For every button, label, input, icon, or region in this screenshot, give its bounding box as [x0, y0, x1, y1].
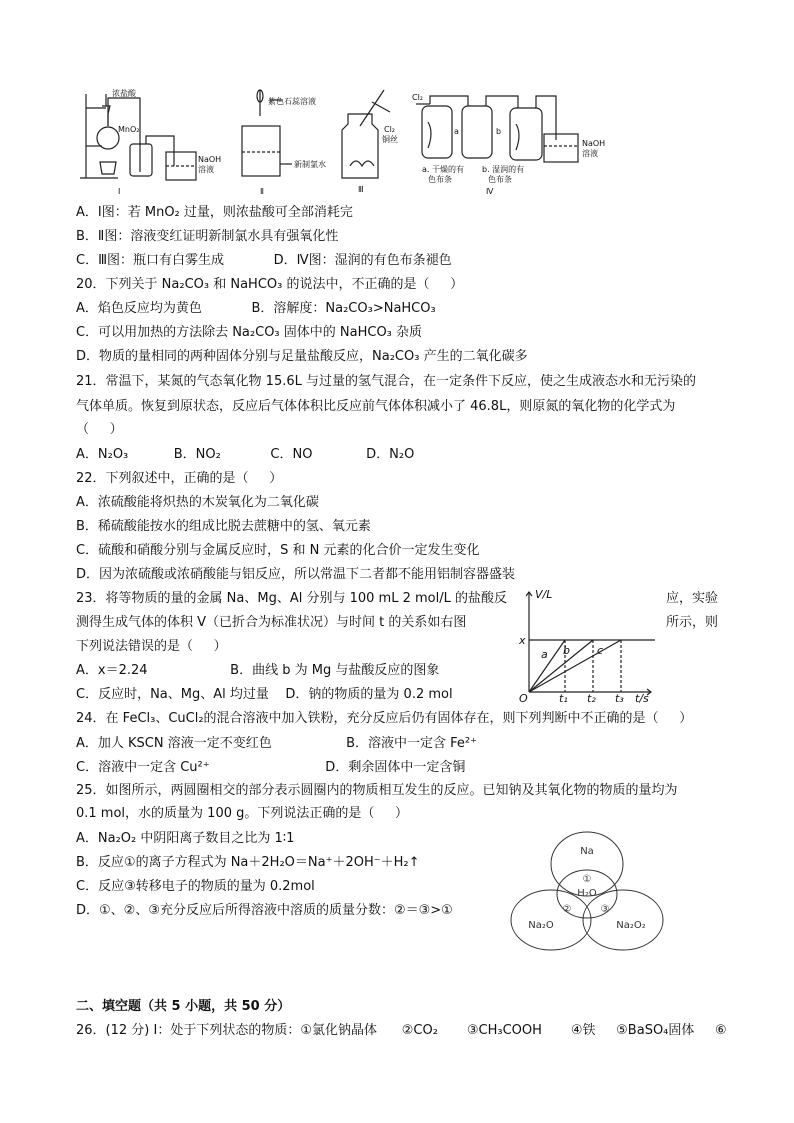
- curve-c-label: c: [597, 644, 604, 657]
- q21-stem-1: 21．常温下，某氮的气态氧化物 15.6L 与过量的氢气混合，在一定条件下反应，使之生成液态水和无污染的: [76, 374, 696, 389]
- q23-stem-2a: 测得生成气体的体积 V（已折合为标准状况）与时间 t 的关系如右图: [76, 615, 467, 630]
- reaction-3-marker: ③: [600, 904, 610, 915]
- curve-a-label: a: [541, 648, 548, 661]
- q22-option-c: C．硫酸和硝酸分别与金属反应时，S 和 N 元素的化合价一定发生变化: [76, 543, 480, 558]
- q23-stem-2b: 所示，则: [666, 615, 719, 630]
- label-dry-cloth-1: a. 干燥的有: [422, 165, 464, 174]
- label-wet-cloth-1: b. 湿润的有: [482, 165, 525, 174]
- graph-y-axis-label: V/L: [535, 588, 553, 601]
- q23-option-ab: A．x＝2.24 B．曲线 b 为 Mg 与盐酸反应的图象: [76, 663, 440, 678]
- q26-stem: 26．(12 分) Ⅰ：处于下列状态的物质：①氯化钠晶体 ②CO₂ ③CH₃COOH ④铁 ⑤BaSO₄固体 ⑥: [76, 1023, 727, 1038]
- q19-option-a: A．Ⅰ图：若 MnO₂ 过量，则浓盐酸可全部消耗完: [76, 205, 353, 220]
- label-mno2: MnO₂: [118, 125, 140, 134]
- q20-stem: 20．下列关于 Na₂CO₃ 和 NaHCO₃ 的说法中，不正确的是（ ）: [76, 277, 464, 292]
- label-cl2: Cl₂: [384, 125, 396, 134]
- label-litmus: 紫色石蕊溶液: [268, 97, 316, 106]
- circle-na2o2-label: Na₂O₂: [616, 920, 646, 931]
- q21-stem-2: 气体单质。恢复到原状态，反应后气体体积比反应前气体体积减小了 46.8L，则原氮的氧化物的化学式为: [76, 399, 676, 414]
- tick-t3: t₃: [615, 692, 624, 704]
- label-copper-wire: 铜丝: [382, 135, 398, 144]
- curve-b-label: b: [563, 644, 570, 657]
- reaction-2-marker: ②: [562, 904, 572, 915]
- graph-x-axis-label: t/s: [635, 692, 649, 704]
- circle-na-label: Na: [580, 846, 594, 857]
- q23-stem-1a: 23．将等物质的量的金属 Na、Mg、Al 分别与 100 mL 2 mol/L 的盐酸反: [76, 591, 507, 606]
- label-naoh-4: NaOH: [582, 139, 606, 148]
- label-roman-1: Ⅰ: [118, 187, 121, 196]
- q21-stem-3: （ ）: [76, 422, 123, 437]
- apparatus-figures: [78, 86, 618, 198]
- label-solution-4: 溶液: [582, 149, 598, 158]
- q23-option-cd: C．反应时，Na、Mg、Al 均过量 D．钠的物质的量为 0.2 mol: [76, 687, 453, 702]
- label-hcl: 浓盐酸: [112, 89, 136, 98]
- q25-stem-1: 25．如图所示，两圆圈相交的部分表示圆圈内的物质相互发生的反应。已知钠及其氧化物的物质的量均为: [76, 783, 678, 798]
- label-chlorine-water: 新制氯水: [294, 160, 326, 169]
- label-naoh-1: NaOH: [198, 155, 222, 164]
- q22-stem: 22．下列叙述中，正确的是（ ）: [76, 471, 283, 486]
- graph-x-value-label: x: [519, 634, 526, 647]
- q25-option-b: B．反应①的离子方程式为 Na＋2H₂O＝Na⁺＋2OH⁻＋H₂↑: [76, 855, 420, 870]
- label-wet-cloth-2: 色布条: [488, 175, 512, 184]
- q22-option-d: D．因为浓硫酸或浓硝酸能与铝反应，所以常温下二者都不能用铝制容器盛装: [76, 567, 516, 582]
- q25-option-d: D．①、②、③充分反应后所得溶液中溶质的质量分数：②＝③>①: [76, 903, 453, 918]
- q25-option-a: A．Na₂O₂ 中阴阳离子数目之比为 1∶1: [76, 831, 295, 846]
- q24-option-cd: C．溶液中一定含 Cu²⁺ D．剩余固体中一定含铜: [76, 760, 466, 775]
- label-a: a: [454, 127, 459, 136]
- q25-option-c: C．反应③转移电子的物质的量为 0.2mol: [76, 879, 315, 894]
- tick-t1: t₁: [559, 692, 568, 704]
- q23-stem-1b: 应，实验: [666, 591, 719, 606]
- circle-na2o-label: Na₂O: [528, 920, 554, 931]
- q25-stem-2: 0.1 mol，水的质量为 100 g。下列说法正确的是（ ）: [76, 806, 409, 821]
- q20-option-d: D．物质的量相同的两种固体分别与足量盐酸反应，Na₂CO₃ 产生的二氧化碳多: [76, 349, 528, 364]
- label-roman-2: Ⅱ: [260, 187, 264, 196]
- q20-option-c: C．可以用加热的方法除去 Na₂CO₃ 固体中的 NaHCO₃ 杂质: [76, 325, 423, 340]
- label-dry-cloth-2: 色布条: [428, 175, 452, 184]
- tick-t2: t₂: [587, 692, 596, 704]
- q22-option-a: A．浓硫酸能将炽热的木炭氧化为二氧化碳: [76, 495, 319, 510]
- volume-time-graph: [517, 586, 657, 704]
- q22-option-b: B．稀硫酸能按水的组成比脱去蔗糖中的氢、氧元素: [76, 519, 371, 534]
- reaction-circles-diagram: [503, 830, 669, 952]
- label-b: b: [496, 127, 502, 136]
- q24-stem: 24．在 FeCl₃、CuCl₂的混合溶液中加入铁粉，充分反应后仍有固体存在，则下列判断中不正确的是（ ）: [76, 711, 693, 726]
- graph-origin-label: O: [519, 692, 528, 704]
- label-cl2-inlet: Cl₂: [412, 93, 424, 102]
- q19-option-cd: C．Ⅲ图：瓶口有白雾生成 D．Ⅳ图：湿润的有色布条褪色: [76, 253, 452, 268]
- q21-options: A．N₂O₃ B．NO₂ C．NO D．N₂O: [76, 447, 415, 462]
- circle-h2o-label: H₂O: [577, 888, 597, 899]
- q24-option-ab: A．加人 KSCN 溶液一定不变红色 B．溶液中一定含 Fe²⁺: [76, 736, 478, 751]
- section-2-heading: 二、填空题（共 5 小题，共 50 分）: [76, 999, 291, 1014]
- q19-option-b: B．Ⅱ图：溶液变红证明新制氯水具有强氧化性: [76, 229, 339, 244]
- q23-stem-3: 下列说法错误的是（ ）: [76, 639, 227, 654]
- reaction-1-marker: ①: [582, 874, 592, 885]
- q20-option-ab: A．焰色反应均为黄色 B．溶解度：Na₂CO₃>NaHCO₃: [76, 301, 436, 316]
- label-solution-1: 溶液: [198, 165, 214, 174]
- label-roman-4: Ⅳ: [486, 187, 494, 196]
- label-roman-3: Ⅲ: [358, 185, 364, 194]
